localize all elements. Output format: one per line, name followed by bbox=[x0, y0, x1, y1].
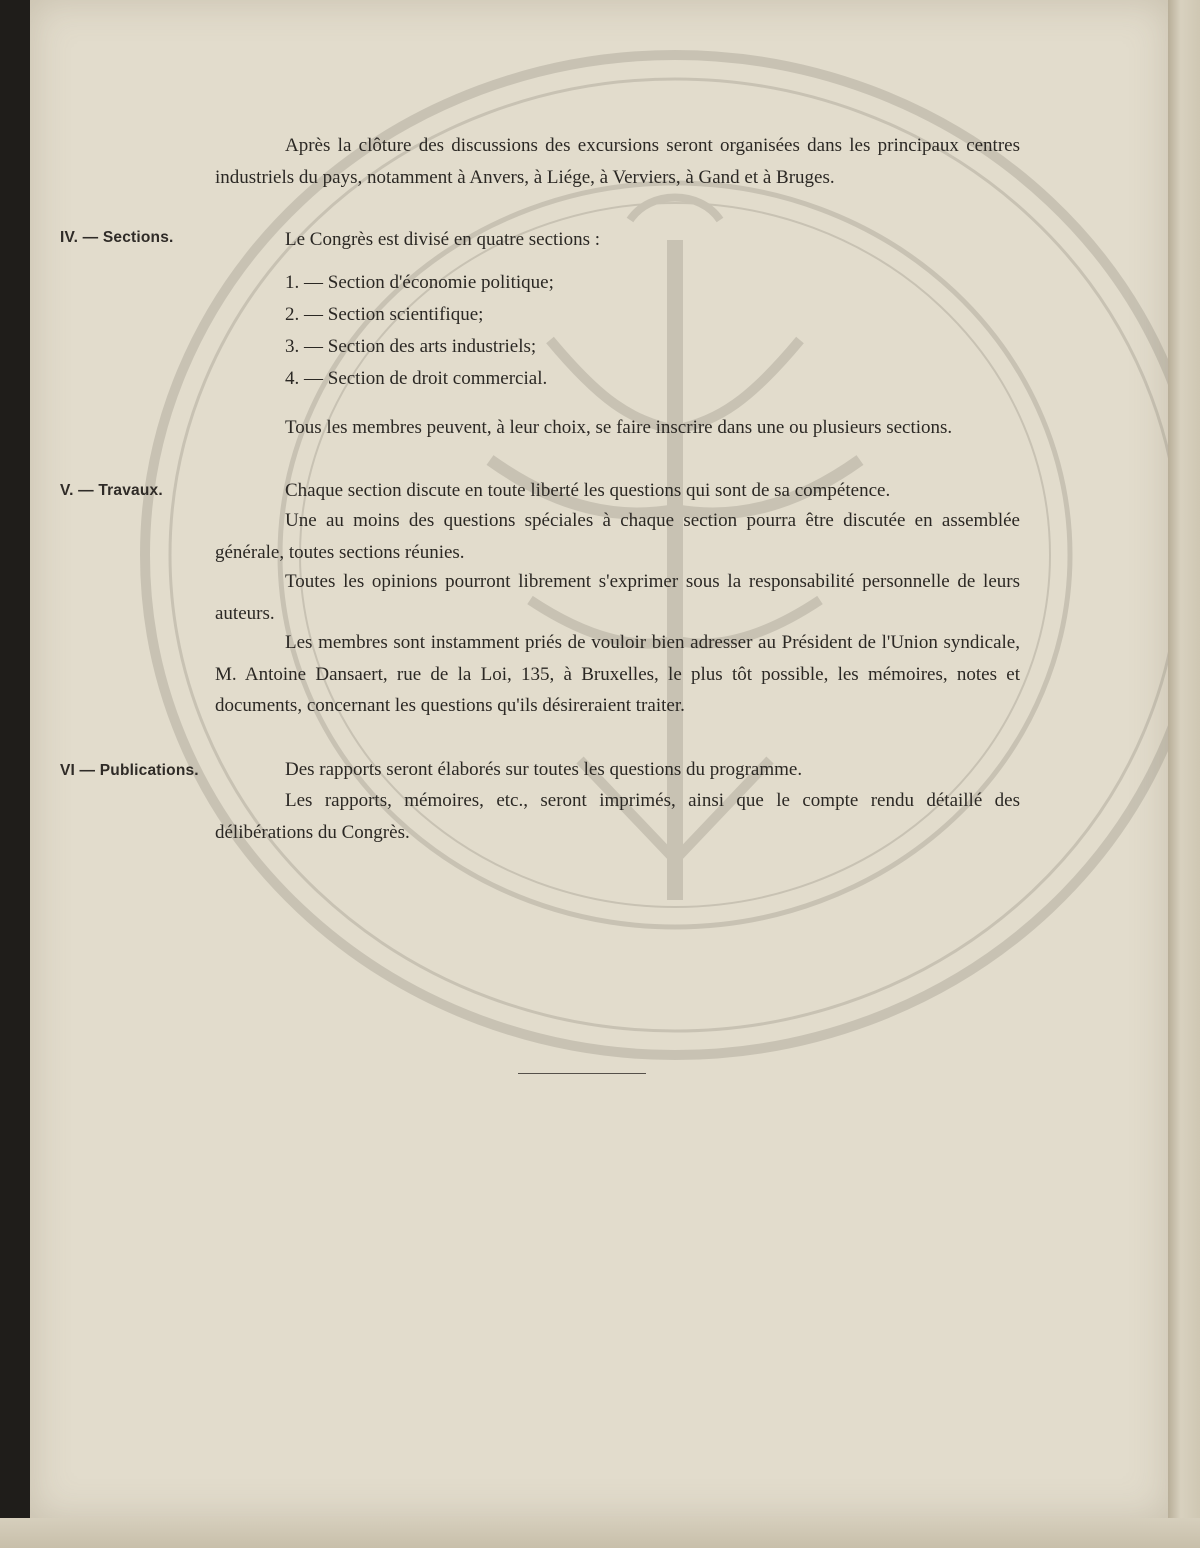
paragraph-opinions: Toutes les opinions pourront librement s'exprimer sous la responsabilité personnelle de leurs auteurs. bbox=[215, 571, 1020, 624]
page-bottom-edge bbox=[0, 1518, 1200, 1548]
paragraph-reports: Des rapports seront élaborés sur toutes les questions du programme. bbox=[285, 759, 803, 780]
margin-heading-publications: VI — Publications. bbox=[60, 762, 199, 779]
margin-heading-travaux: V. — Travaux. bbox=[60, 482, 163, 499]
paragraph-excursions: Après la clôture des discussions des excursions seront organisées dans les principaux centres industriels du pays, notamment à Anvers, à Liége, à Verviers, à Gand et à Bruges. bbox=[215, 135, 1020, 188]
paragraph-discussion: Chaque section discute en toute liberté les questions qui sont de sa compétence. bbox=[285, 480, 891, 501]
list-item-section-3: 3. — Section des arts industriels; bbox=[285, 336, 537, 357]
paragraph-membership: Tous les membres peuvent, à leur choix, se faire inscrire dans une ou plusieurs sections. bbox=[285, 417, 953, 438]
paragraph-submissions: Les membres sont instamment priés de vouloir bien adresser au Président de l'Union syndicale, M. Antoine Dansaert, rue de la Loi, 135, à Bruxelles, le plus tôt possible, les mémoires, notes et documents, concernant les questions qu'ils désireraient traiter. bbox=[215, 632, 1020, 716]
closing-rule bbox=[518, 1073, 646, 1074]
document-content bbox=[30, 0, 1170, 1520]
document-page bbox=[30, 0, 1170, 1520]
paragraph-sections-intro: Le Congrès est divisé en quatre sections : bbox=[285, 229, 601, 250]
paragraph-printing: Les rapports, mémoires, etc., seront imprimés, ainsi que le compte rendu détaillé des délibérations du Congrès. bbox=[215, 790, 1020, 843]
margin-heading-sections: IV. — Sections. bbox=[60, 229, 174, 246]
list-item-section-2: 2. — Section scientifique; bbox=[285, 304, 484, 325]
paragraph-general-assembly: Une au moins des questions spéciales à chaque section pourra être discutée en assemblée générale, toutes sections réunies. bbox=[215, 510, 1020, 563]
list-item-section-4: 4. — Section de droit commercial. bbox=[285, 368, 548, 389]
list-item-section-1: 1. — Section d'économie politique; bbox=[285, 272, 554, 293]
page-edge bbox=[1168, 0, 1200, 1548]
